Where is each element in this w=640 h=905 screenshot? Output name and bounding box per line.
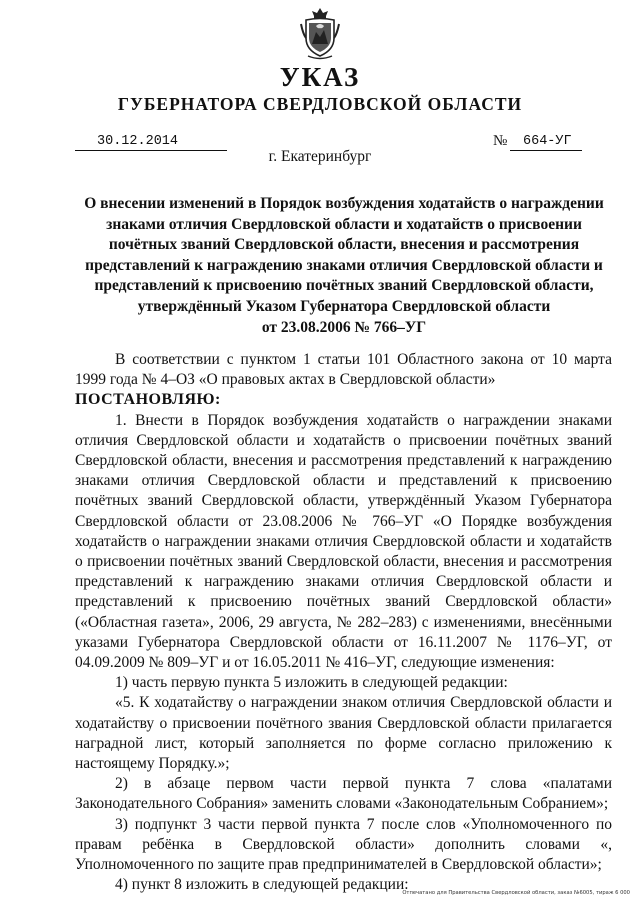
- heading-line: О внесении изменений в Порядок возбуждения ходатайств о награждении: [84, 195, 604, 212]
- heading-line: от 23.08.2006 № 766–УГ: [261, 318, 427, 336]
- heading-line: представлений к присвоению почётных званий Свердловской области,: [94, 277, 594, 295]
- postanovlyayu: ПОСТАНОВЛЯЮ:: [75, 391, 221, 409]
- decree-heading: [78, 194, 610, 338]
- city: г. Екатеринбург: [268, 148, 372, 165]
- heading-line: представлений к награждению знаками отличия Свердловской области и: [85, 256, 603, 274]
- item-1-quote: «5. К ходатайству о награждении знаком отличия Свердловской области и ходатайству о присвоении почётного звания Свердловской области прилагается наградной лист, который заполняется по форме согласно приложению к настоящему Порядку.»;: [75, 694, 612, 773]
- decree-number: 664-УГ: [523, 134, 572, 149]
- heading-line: знаками отличия Свердловской области и ходатайств о присвоении: [106, 215, 582, 233]
- item-3: 3) подпункт 3 части первой пункта 7 после слов «Уполномоченного по правам ребёнка в Свердловской области» дополнить словами «, Уполномоченного по защите прав предпринимателей в Свердловской области»;: [75, 815, 612, 874]
- preamble: В соответствии с пунктом 1 статьи 101 Областного закона от 10 марта 1999 года № 4–ОЗ «О правовых актах в Свердловской области»: [75, 351, 612, 389]
- number-sign: №: [493, 133, 508, 149]
- decree-date: 30.12.2014: [97, 134, 179, 149]
- paragraph-1: 1. Внести в Порядок возбуждения ходатайств о награждении знаками отличия Свердловской области и ходатайств о присвоении почётных званий Свердловской области, внесения и рассмотрения представлений к награждению знаками отличия Свердловской области и представлений к присвоению почётных званий Свердловской области, утверждённый Указом Губернатора Свердловской области от 23.08.2006 № 766–УГ «О Порядке возбуждения ходатайств о награждении знаками отличия Свердловской области и ходатайств о присвоении почётных званий Свердловской области, внесения и рассмотрения представлений к награждению знаками отличия Свердловской области и представлений к присвоению почётных званий Свердловской области» («Областная газета», 2006, 29 августа, № 282–283) с изменениями, внесёнными указами Губернатора Свердловской области от 16.11.2007 № 1176–УГ, от 04.09.2009 № 809–УГ и от 16.05.2011 № 416–УГ, следующие изменения:: [75, 411, 612, 672]
- item-1: 1) часть первую пункта 5 изложить в следующей редакции:: [115, 674, 508, 692]
- print-footer: Отпечатано для Правительства Свердловской области, заказ №6005, тираж 6 000: [402, 890, 630, 896]
- sverdlovsk-oblast-coat-of-arms-icon: [300, 4, 340, 62]
- decree-issuer: ГУБЕРНАТОРА СВЕРДЛОВСКОЙ ОБЛАСТИ: [117, 94, 523, 114]
- decree-body: [75, 350, 612, 895]
- item-4: 4) пункт 8 изложить в следующей редакции:: [115, 876, 409, 894]
- decree-title: УКАЗ: [279, 62, 361, 92]
- heading-line: почётных званий Свердловской области, внесения и рассмотрения: [108, 236, 580, 254]
- heading-line: утверждённый Указом Губернатора Свердловской области: [137, 297, 551, 315]
- item-2: 2) в абзаце первом части первой пункта 7 слова «палатами Законодательного Собрания» заменить словами «Законодательным Собранием»;: [75, 775, 612, 813]
